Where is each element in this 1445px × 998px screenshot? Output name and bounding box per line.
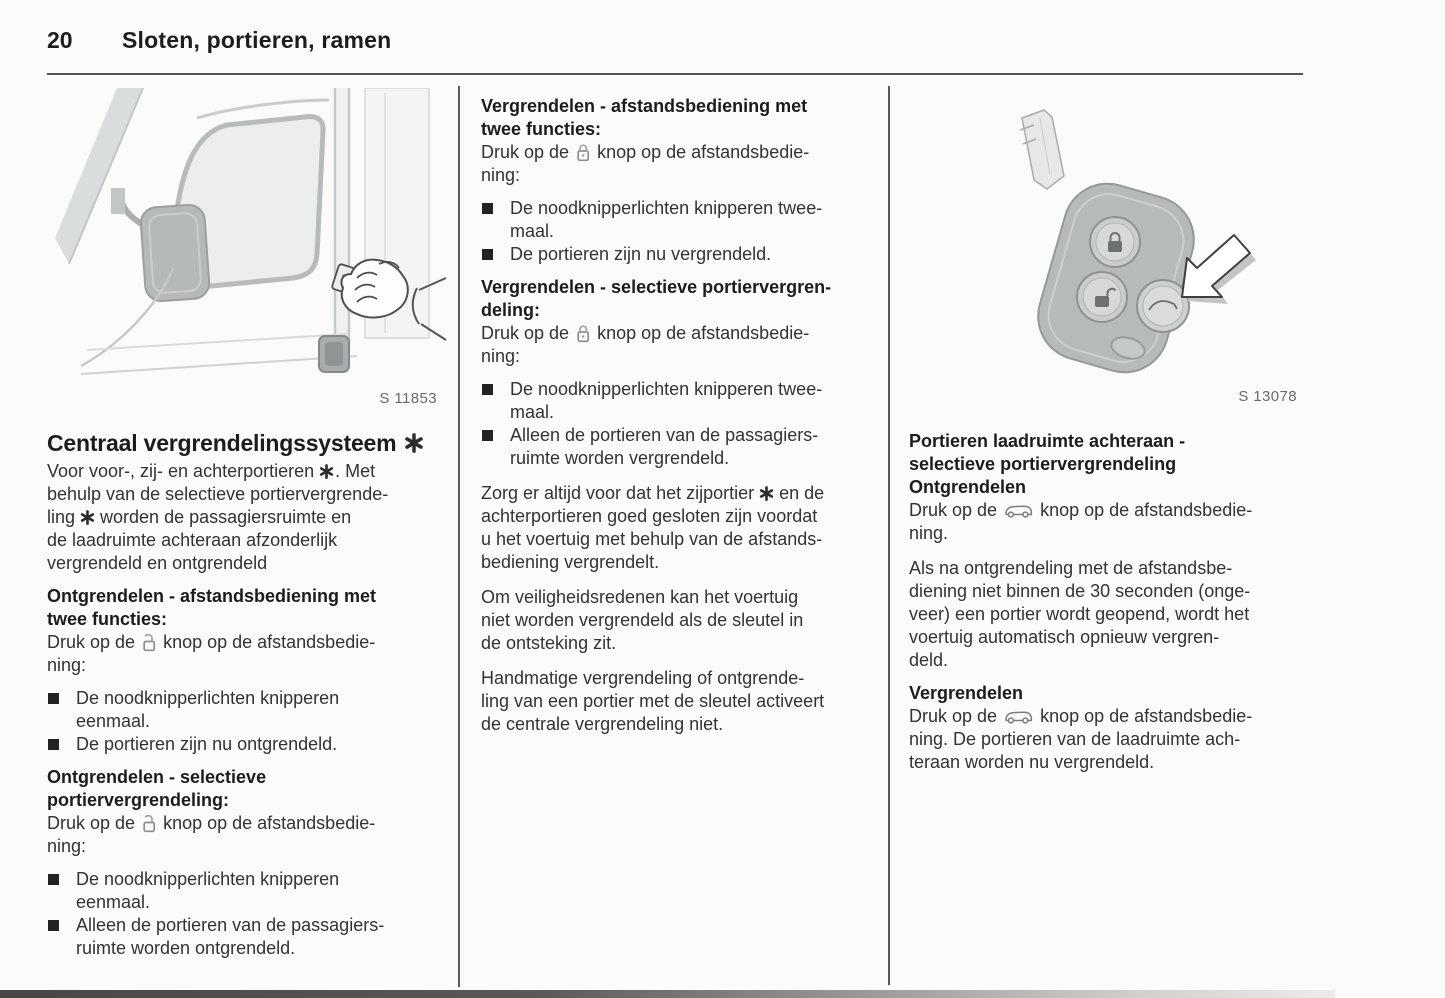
- paragraph: Als na ontgrendeling met de afstandsbe- diening niet binnen de 30 seconden (onge- veer) een portier wordt geopend, wordt het voertuig automatisch opnieuw vergren- deld.: [909, 558, 1251, 670]
- unlock-two-functions: Ontgrendelen - afstandsbediening met twee functies: Druk op de knop op de afstandsbedie- ning:: [47, 586, 377, 675]
- column-divider-left: [458, 86, 460, 987]
- chapter-title: Sloten, portieren, ramen: [122, 27, 392, 53]
- column-middle: [481, 95, 878, 736]
- cargo-lock-section: Vergrendelen Druk op de knop op de afstandsbedie- ning. De portieren van de laadruimte ach- teraan worden nu vergrendeld.: [909, 683, 1253, 772]
- fob-cargo-button: [1137, 280, 1189, 332]
- option-asterisk-icon: [80, 510, 95, 525]
- fob-unlock-button: [1077, 272, 1127, 322]
- key-fob-illustration: [950, 90, 1410, 386]
- list-item: De portieren zijn nu ontgrendeld.: [47, 733, 449, 756]
- cargo-unlock-section: Portieren laadruimte achteraan - selectieve portiervergrendeling Ontgrendelen Druk op de knop op de afstandsbedie- ning.: [909, 431, 1253, 543]
- paragraph: Handmatige vergrendeling of ontgrende- ling van een portier met de sleutel activeert de centrale vergrendeling niet.: [481, 668, 825, 734]
- list-item: Alleen de portieren van de passagiers- ruimte worden vergrendeld.: [481, 424, 878, 470]
- paragraph: Om veiligheidsredenen kan het voertuig niet worden vergrendeld als de sleutel in de ontsteking zit.: [481, 587, 804, 653]
- closed-padlock-icon: [575, 142, 591, 162]
- list-item: De noodknipperlichten knipperen twee- maal.: [481, 378, 878, 424]
- paragraph: Zorg er altijd voor dat het zijportier en de achterportieren goed gesloten zijn voordat u het voertuig met behulp van de afstands- bediening vergrendelt.: [481, 483, 825, 572]
- intro-paragraph: Voor voor-, zij- en achterportieren . Met behulp van de selectieve portiervergrende- ling worden de passagiersruimte en de laadruimte achteraan afzonderlijk vergrendeld en ontgrendeld: [47, 461, 389, 573]
- list-item: De noodknipperlichten knipperen eenmaal.: [47, 868, 449, 914]
- square-bullet: [482, 203, 493, 214]
- header-rule: [47, 73, 1303, 75]
- key-fob-figure: [950, 90, 1410, 408]
- list-item: Alleen de portieren van de passagiers- ruimte worden ontgrendeld.: [47, 914, 449, 960]
- option-asterisk-icon: [404, 433, 424, 453]
- list-item: De noodknipperlichten knipperen twee- maal.: [481, 197, 878, 243]
- closed-padlock-icon: [575, 323, 591, 343]
- column-right: [909, 430, 1409, 774]
- cargo-van-icon: [1003, 709, 1034, 725]
- fob-lock-button: [1090, 217, 1140, 267]
- figure-code: S 11853: [379, 390, 437, 407]
- square-bullet: [48, 739, 59, 750]
- bullet-list: [481, 378, 878, 470]
- open-padlock-icon: [141, 813, 157, 833]
- bullet-list: [47, 687, 449, 756]
- square-bullet: [482, 384, 493, 395]
- bullet-list: [481, 197, 878, 266]
- van-door-illustration: [47, 88, 447, 386]
- key-blade: [1020, 110, 1064, 189]
- square-bullet: [482, 249, 493, 260]
- square-bullet: [482, 430, 493, 441]
- list-item: De noodknipperlichten knipperen eenmaal.: [47, 687, 449, 733]
- section-title: Centraal vergrendelingssysteem: [47, 427, 449, 460]
- cargo-van-icon: [1003, 503, 1034, 519]
- option-asterisk-icon: [319, 464, 334, 479]
- column-divider-right: [888, 86, 890, 985]
- figure-code: S 13078: [1238, 388, 1297, 405]
- column-left: [47, 427, 449, 960]
- list-item: De portieren zijn nu vergrendeld.: [481, 243, 878, 266]
- a-pillar: [55, 88, 143, 264]
- bullet-list: [47, 868, 449, 960]
- square-bullet: [48, 693, 59, 704]
- unlock-selective: Ontgrendelen - selectieve portiervergrendeling: Druk op de knop op de afstandsbedie- ning:: [47, 767, 376, 856]
- scan-edge-shadow: [0, 990, 1335, 998]
- square-bullet: [48, 920, 59, 931]
- lock-two-functions: Vergrendelen - afstandsbediening met twee functies: Druk op de knop op de afstandsbedie- ning:: [481, 96, 810, 185]
- square-bullet: [48, 874, 59, 885]
- page-number: 20: [47, 27, 73, 53]
- option-asterisk-icon: [759, 486, 774, 501]
- lock-selective: Vergrendelen - selectieve portiervergren- deling: Druk op de knop op de afstandsbedie- ning:: [481, 277, 832, 366]
- open-padlock-icon: [141, 632, 157, 652]
- door-remote-figure: [47, 88, 447, 410]
